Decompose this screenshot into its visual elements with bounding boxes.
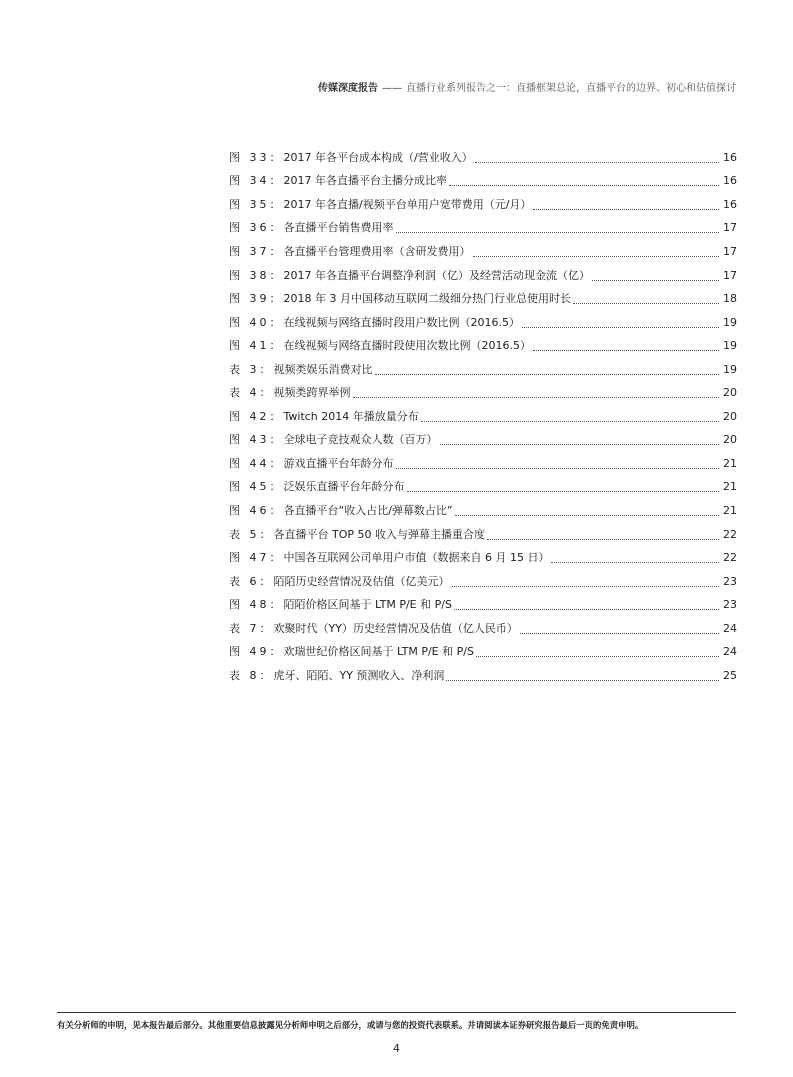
toc-entry-title: 泛娱乐直播平台年龄分布: [283, 480, 405, 494]
toc-page-number: 21: [723, 480, 737, 494]
toc-entry-label: [229, 151, 473, 165]
toc-entry[interactable]: [229, 381, 737, 405]
toc-entry[interactable]: [229, 617, 737, 641]
toc-entry-label: [229, 174, 447, 188]
toc-entry-label: [229, 504, 453, 518]
toc-entry-title: Twitch 2014 年播放量分布: [283, 409, 419, 423]
toc-entry[interactable]: [229, 146, 737, 170]
toc-entry-title: 游戏直播平台年龄分布: [283, 456, 394, 470]
toc-entry-label: [229, 363, 373, 377]
toc-entry-number: 表 4：: [229, 386, 274, 400]
toc-dot-leader: [446, 679, 719, 681]
toc-entry-label: [229, 410, 419, 424]
toc-entry-label: [229, 339, 531, 353]
toc-entry[interactable]: [229, 334, 737, 358]
toc-page-number: 16: [723, 150, 737, 164]
toc-entry-number: 图 37：: [229, 244, 284, 258]
toc-entry-title: 2017 年各直播平台调整净利润（亿）及经营活动现金流（亿）: [283, 268, 590, 282]
toc-entry-label: [229, 480, 405, 494]
toc-entry-title: 2017 年各直播平台主播分成比率: [283, 174, 447, 188]
toc-entry-title: 全球电子竞技观众人数（百万）: [283, 433, 438, 447]
toc-entry-title: 欢聚时代（YY）历史经营情况及估值（亿人民币）: [273, 621, 518, 635]
toc-entry-title: 各直播平台销售费用率: [283, 221, 394, 235]
toc-dot-leader: [396, 467, 720, 469]
toc-entry-title: 陌陌价格区间基于 LTM P/E 和 P/S: [283, 598, 452, 612]
toc-dot-leader: [452, 585, 720, 587]
toc-entry[interactable]: [229, 546, 737, 570]
toc-entry[interactable]: [229, 523, 737, 547]
toc-entry-title: 虎牙、陌陌、YY 预测收入、净利润: [273, 668, 445, 682]
toc-dot-leader: [473, 255, 720, 257]
toc-entry-number: 图 38：: [229, 268, 284, 282]
toc-dot-leader: [353, 396, 720, 398]
toc-dot-leader: [375, 373, 720, 375]
toc-entry-label: [229, 316, 520, 330]
toc-page-number: 21: [723, 503, 737, 517]
toc-dot-leader: [396, 231, 720, 233]
toc-entry[interactable]: [229, 405, 737, 429]
toc-page-number: 19: [723, 315, 737, 329]
toc-entry[interactable]: [229, 452, 737, 476]
toc-dot-leader: [533, 349, 719, 351]
toc-entry-number: 图 49：: [229, 645, 284, 659]
toc-entry[interactable]: [229, 264, 737, 288]
toc-page-number: 16: [723, 174, 737, 188]
toc-entry-number: 图 36：: [229, 221, 284, 235]
toc-entry-label: [229, 622, 518, 636]
toc-entry-title: 欢瑞世纪价格区间基于 LTM P/E 和 P/S: [283, 645, 474, 659]
toc-entry-number: 图 43：: [229, 433, 284, 447]
toc-entry-number: 图 48：: [229, 598, 284, 612]
toc-entry[interactable]: [229, 287, 737, 311]
toc-entry-label: [229, 433, 438, 447]
toc-page-number: 19: [723, 362, 737, 376]
toc-entry-label: [229, 198, 531, 212]
toc-page-number: 22: [723, 551, 737, 565]
toc-entry-number: 表 6：: [229, 574, 274, 588]
toc-entry-number: 表 8：: [229, 668, 274, 682]
toc-page-number: 16: [723, 197, 737, 211]
toc-dot-leader: [551, 561, 719, 563]
toc-entry[interactable]: [229, 640, 737, 664]
toc-dot-leader: [455, 514, 719, 516]
toc-dot-leader: [592, 279, 719, 281]
toc-entry[interactable]: [229, 217, 737, 241]
toc-entry-title: 陌陌历史经营情况及估值（亿美元）: [273, 574, 450, 588]
toc-entry-title: 2017 年各平台成本构成（/营业收入）: [283, 150, 473, 164]
toc-page-number: 20: [723, 409, 737, 423]
toc-page-number: 25: [723, 668, 737, 682]
toc-entry-number: 图 47：: [229, 551, 284, 565]
running-header: [318, 79, 736, 94]
toc-dot-leader: [522, 326, 719, 328]
toc-entry-number: 表 3：: [229, 362, 274, 376]
toc-entry-label: [229, 269, 590, 283]
toc-entry-number: 图 41：: [229, 339, 284, 353]
toc-entry-label: [229, 386, 351, 400]
toc-entry-label: [229, 245, 471, 259]
report-subtitle: 直播行业系列报告之一：直播框架总论，直播平台的边界、初心和估值探讨: [406, 83, 736, 94]
toc-dot-leader: [440, 443, 720, 445]
toc-entry-number: 图 35：: [229, 197, 284, 211]
toc-dot-leader: [487, 538, 719, 540]
toc-entry-number: 图 45：: [229, 480, 284, 494]
page-number: 4: [393, 1042, 400, 1055]
toc-page-number: 17: [723, 268, 737, 282]
toc-entry-number: 图 46：: [229, 503, 284, 517]
table-of-figures: [229, 146, 737, 688]
toc-entry-number: 图 40：: [229, 315, 284, 329]
toc-entry-label: [229, 669, 444, 683]
toc-entry[interactable]: [229, 170, 737, 194]
toc-dot-leader: [407, 490, 720, 492]
toc-entry-number: 表 7：: [229, 621, 274, 635]
toc-page-number: 24: [723, 645, 737, 659]
toc-entry-label: [229, 551, 549, 565]
toc-page-number: 23: [723, 598, 737, 612]
toc-page-number: 17: [723, 221, 737, 235]
toc-page-number: 18: [723, 292, 737, 306]
toc-dot-leader: [475, 161, 719, 163]
toc-entry-label: [229, 457, 394, 471]
toc-entry-label: [229, 221, 394, 235]
toc-dot-leader: [421, 420, 719, 422]
toc-dot-leader: [573, 302, 719, 304]
toc-dot-leader: [454, 608, 719, 610]
toc-page-number: 24: [723, 621, 737, 635]
toc-entry-title: 视频类娱乐消费对比: [273, 362, 373, 376]
toc-entry-label: [229, 645, 474, 659]
toc-page-number: 19: [723, 339, 737, 353]
toc-entry[interactable]: [229, 593, 737, 617]
toc-entry[interactable]: [229, 311, 737, 335]
toc-entry-title: 2017 年各直播/视频平台单用户宽带费用（元/月）: [283, 197, 532, 211]
toc-page-number: 22: [723, 527, 737, 541]
toc-entry[interactable]: [229, 240, 737, 264]
header-dash: ——: [382, 83, 402, 94]
toc-entry-number: 图 34：: [229, 174, 284, 188]
toc-entry-title: 各直播平台“收入占比/弹幕数占比”: [283, 503, 453, 517]
toc-entry-number: 图 44：: [229, 456, 284, 470]
toc-entry-title: 视频类跨界举例: [273, 386, 351, 400]
toc-entry[interactable]: [229, 429, 737, 453]
toc-entry-label: [229, 598, 452, 612]
footer-divider: [57, 1012, 736, 1013]
toc-entry-title: 各直播平台 TOP 50 收入与弹幕主播重合度: [273, 527, 485, 541]
toc-entry-label: [229, 292, 571, 306]
toc-page-number: 17: [723, 244, 737, 258]
toc-entry[interactable]: [229, 664, 737, 688]
toc-dot-leader: [449, 184, 719, 186]
toc-entry-title: 在线视频与网络直播时段使用次数比例（2016.5）: [283, 339, 531, 353]
toc-entry-title: 中国各互联网公司单用户市值（数据来自 6 月 15 日）: [283, 551, 550, 565]
toc-entry[interactable]: [229, 358, 737, 382]
toc-entry[interactable]: [229, 570, 737, 594]
toc-entry-title: 在线视频与网络直播时段用户数比例（2016.5）: [283, 315, 520, 329]
toc-dot-leader: [520, 632, 719, 634]
toc-entry-number: 表 5：: [229, 527, 274, 541]
toc-entry[interactable]: [229, 193, 737, 217]
toc-page-number: 23: [723, 574, 737, 588]
toc-entry-number: 图 42：: [229, 409, 284, 423]
toc-entry-title: 各直播平台管理费用率（含研发费用）: [283, 244, 471, 258]
report-type-label: 传媒深度报告: [318, 83, 378, 94]
toc-entry-label: [229, 528, 485, 542]
disclaimer-note: 有关分析师的申明，见本报告最后部分。其他重要信息披露见分析师申明之后部分，或请与您的投资代表联系。并请阅读本证券研究报告最后一页的免责申明。: [57, 1020, 644, 1030]
toc-dot-leader: [476, 655, 719, 657]
toc-entry[interactable]: [229, 476, 737, 500]
toc-entry-number: 图 39：: [229, 292, 284, 306]
toc-entry-number: 图 33：: [229, 150, 284, 164]
toc-page-number: 20: [723, 386, 737, 400]
toc-entry[interactable]: [229, 499, 737, 523]
toc-page-number: 21: [723, 456, 737, 470]
toc-entry-label: [229, 575, 450, 589]
toc-page-number: 20: [723, 433, 737, 447]
toc-entry-title: 2018 年 3 月中国移动互联网二级细分热门行业总使用时长: [283, 292, 571, 306]
toc-dot-leader: [533, 208, 719, 210]
